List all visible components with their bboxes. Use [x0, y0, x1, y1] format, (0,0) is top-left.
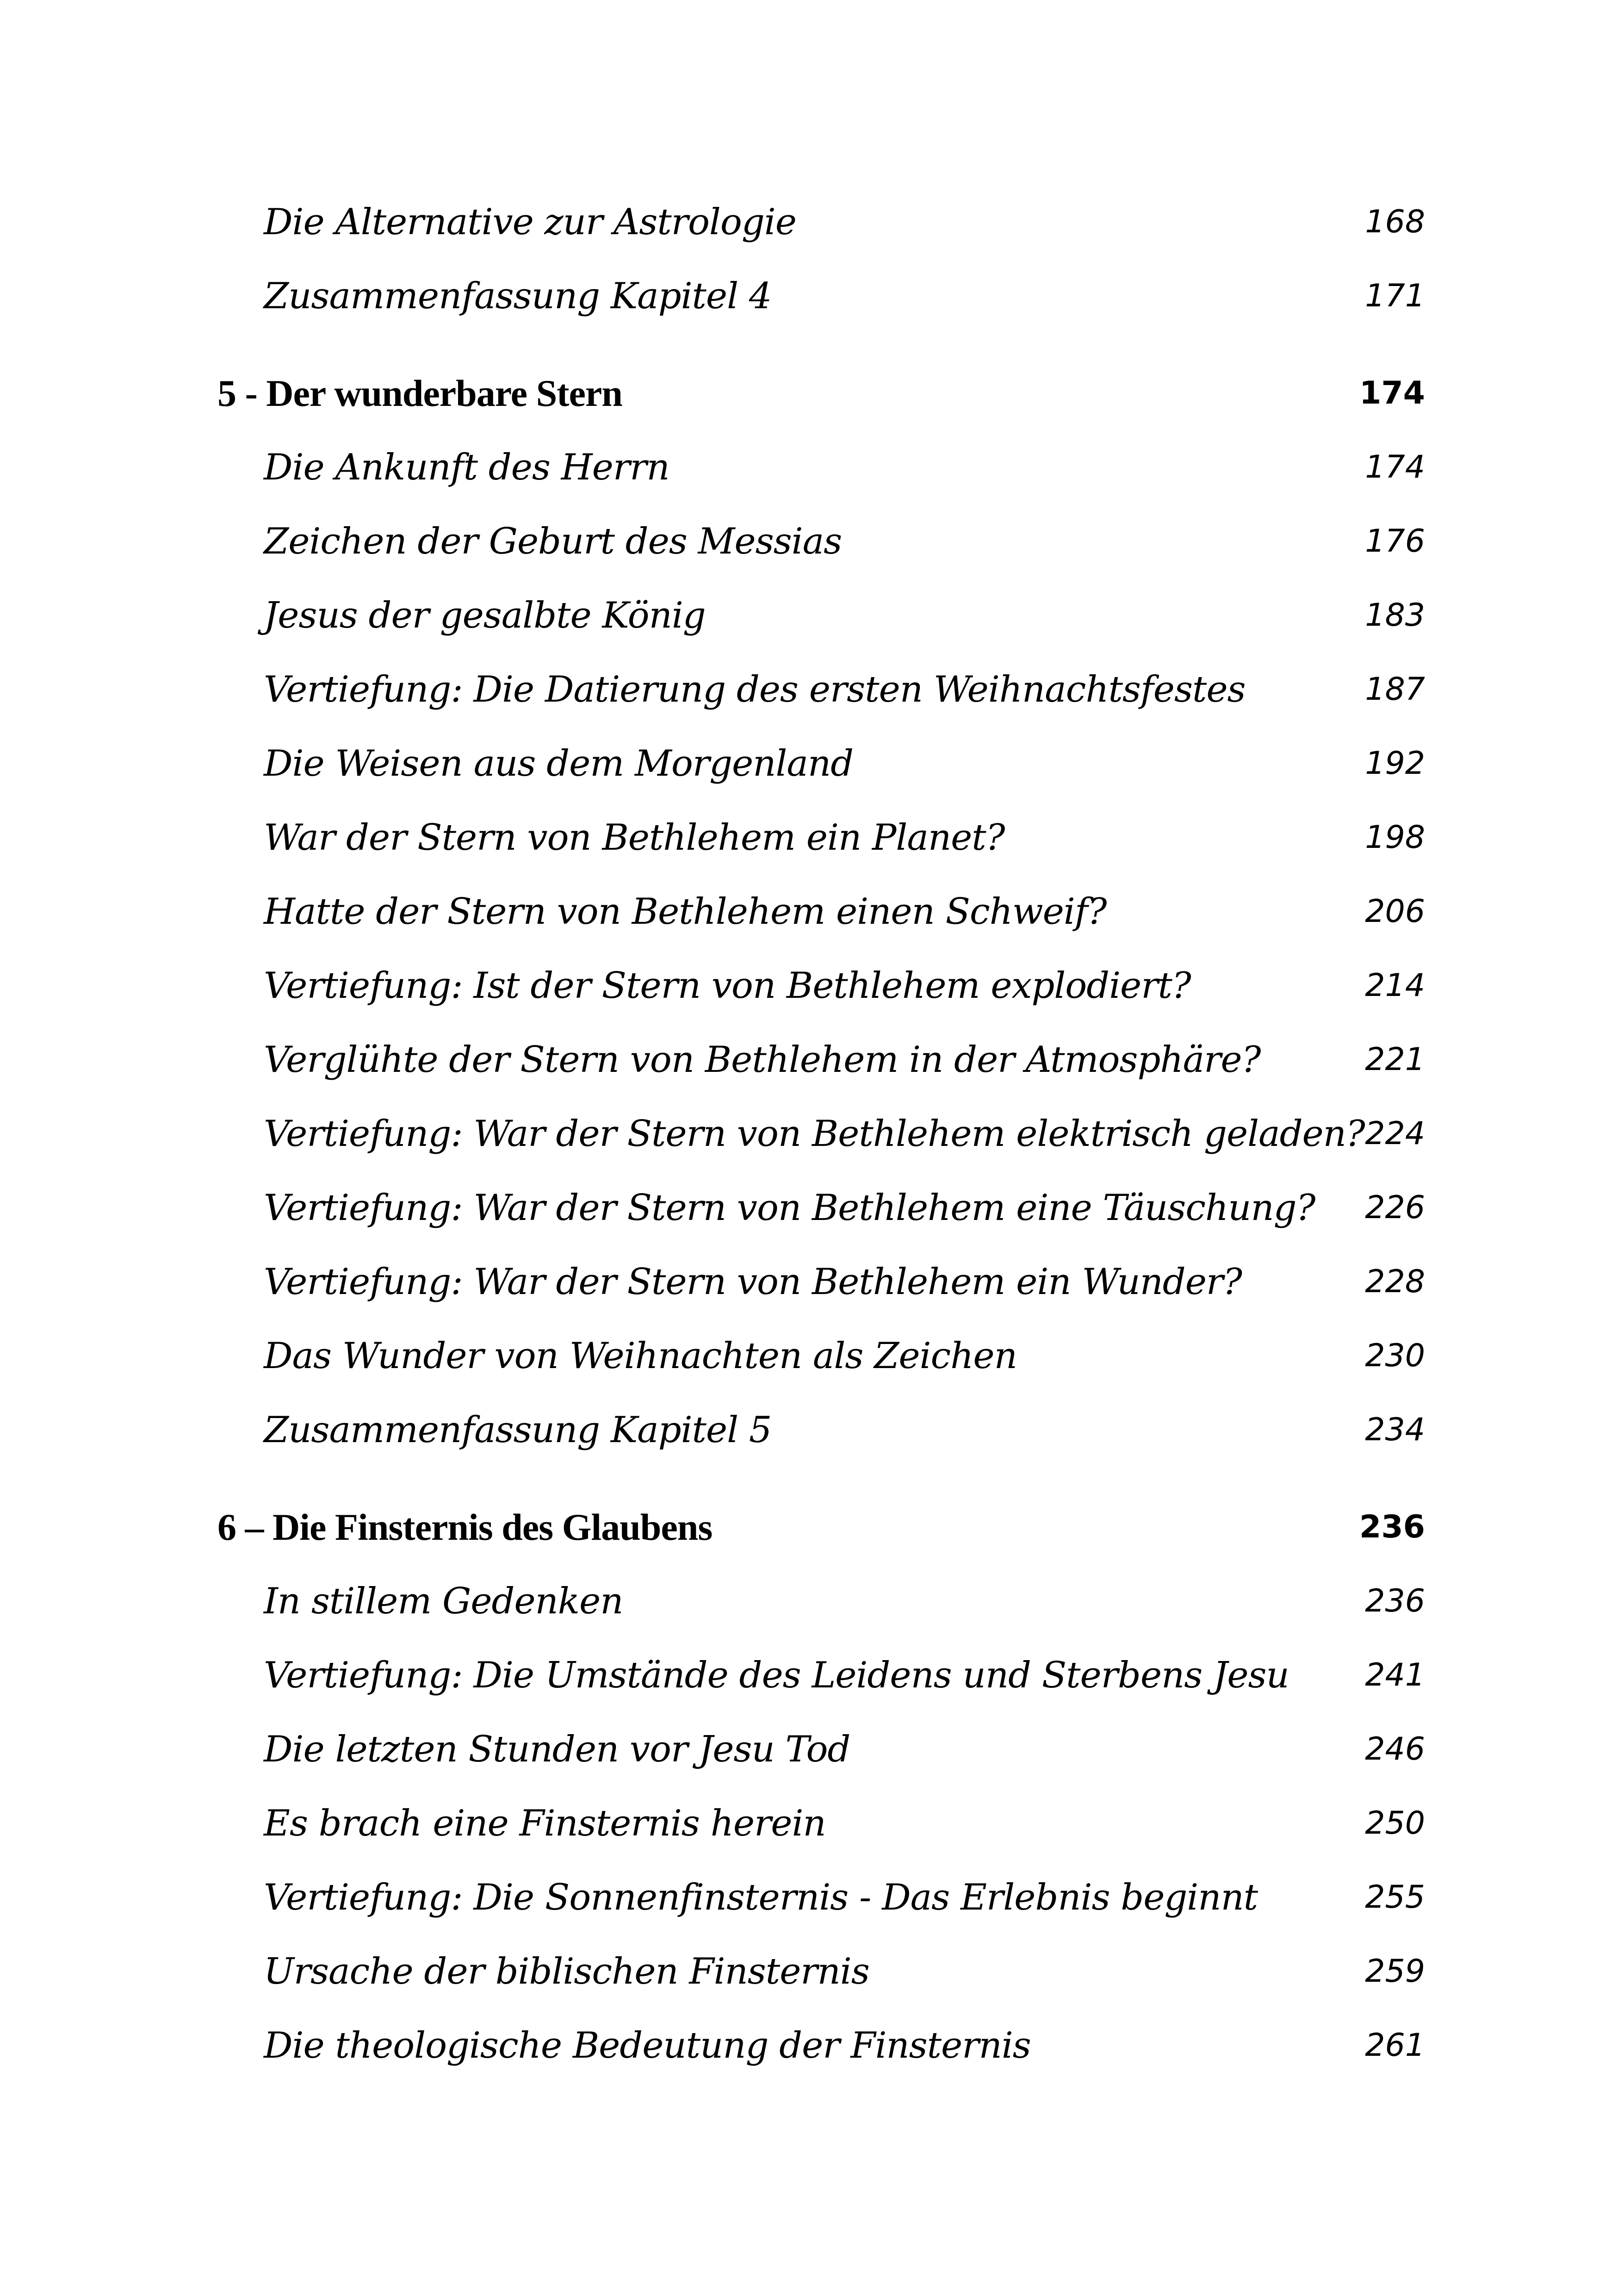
toc-chapter-heading: [217, 1504, 1439, 1578]
page-number: 236: [1359, 1509, 1425, 1545]
entry-title: Vertiefung: War der Stern von Bethlehem elektrisch geladen?: [264, 1113, 1365, 1155]
toc-entry: [217, 740, 1439, 815]
page-number: 174: [1359, 375, 1425, 411]
toc-entry: [217, 963, 1439, 1037]
entry-title: Die letzten Stunden vor Jesu Tod: [264, 1729, 850, 1770]
page-number: 230: [1365, 1338, 1425, 1374]
page-number: 183: [1365, 597, 1425, 634]
toc-chapter-heading: [217, 370, 1439, 444]
page-number: 168: [1365, 204, 1425, 240]
toc-entry: [217, 1726, 1439, 1800]
chapter-title: 6 – Die Finsternis des Glaubens: [217, 1506, 713, 1548]
toc-entry: [217, 273, 1439, 347]
entry-title: Vertiefung: Die Datierung des ersten Weihnachtsfestes: [264, 669, 1246, 710]
entry-title: Es brach eine Finsternis herein: [264, 1803, 826, 1844]
page-number: 206: [1365, 893, 1425, 930]
page-number: 234: [1365, 1412, 1425, 1448]
toc-entry: [217, 1407, 1439, 1481]
chapter-title: 5 - Der wunderbare Stern: [217, 372, 622, 414]
entry-title: Das Wunder von Weihnachten als Zeichen: [264, 1335, 1017, 1377]
toc-entry: [217, 1259, 1439, 1333]
page-number: 224: [1365, 1115, 1425, 1152]
toc-entry: [217, 815, 1439, 889]
page-number: 259: [1365, 1953, 1425, 1990]
entry-title: Vertiefung: War der Stern von Bethlehem eine Täuschung?: [264, 1187, 1315, 1229]
toc-entry: [217, 199, 1439, 273]
page-number: 187: [1365, 671, 1425, 708]
toc-entry: [217, 1185, 1439, 1259]
entry-title: Verglühte der Stern von Bethlehem in der Atmosphäre?: [264, 1039, 1261, 1081]
entry-title: Jesus der gesalbte König: [264, 595, 706, 636]
entry-title: Die theologische Bedeutung der Finsternis: [264, 2025, 1031, 2066]
toc-entry: [217, 1578, 1439, 1652]
page-number: 226: [1365, 1189, 1425, 1226]
page-number: 255: [1365, 1879, 1425, 1916]
entry-title: Vertiefung: Ist der Stern von Bethlehem explodiert?: [264, 965, 1191, 1007]
entry-title: Zusammenfassung Kapitel 4: [264, 275, 772, 317]
page-number: 236: [1365, 1583, 1425, 1619]
toc-entry: [217, 1037, 1439, 1111]
toc-entry: [217, 1111, 1439, 1185]
entry-title: Vertiefung: War der Stern von Bethlehem ein Wunder?: [264, 1261, 1242, 1303]
page-number: 192: [1365, 745, 1425, 782]
page-number: 174: [1365, 449, 1425, 485]
toc-entry: [217, 889, 1439, 963]
toc-entry: [217, 1333, 1439, 1407]
page-number: 171: [1365, 278, 1425, 314]
toc-entry: [217, 518, 1439, 592]
page-number: 241: [1365, 1657, 1425, 1693]
page-number: 221: [1365, 1041, 1425, 1078]
page-number: 261: [1365, 2027, 1425, 2064]
page-number: 250: [1365, 1805, 1425, 1842]
entry-title: Die Ankunft des Herrn: [264, 447, 670, 488]
entry-title: Vertiefung: Die Sonnenfinsternis - Das Erlebnis beginnt: [264, 1877, 1258, 1918]
toc-entry: [217, 666, 1439, 740]
toc-entry: [217, 2022, 1439, 2097]
toc-entry: [217, 444, 1439, 518]
entry-title: Zusammenfassung Kapitel 5: [264, 1409, 772, 1451]
toc-entry: [217, 1800, 1439, 1874]
page-number: 246: [1365, 1731, 1425, 1767]
toc-entry: [217, 1874, 1439, 1948]
entry-title: War der Stern von Bethlehem ein Planet?: [264, 817, 1005, 859]
entry-title: Hatte der Stern von Bethlehem einen Schweif?: [264, 891, 1107, 933]
entry-title: Ursache der biblischen Finsternis: [264, 1951, 869, 1992]
page-number: 176: [1365, 523, 1425, 560]
entry-title: Die Alternative zur Astrologie: [264, 201, 796, 243]
page-number: 198: [1365, 819, 1425, 856]
toc-entry: [217, 1948, 1439, 2022]
entry-title: In stillem Gedenken: [264, 1580, 623, 1622]
page-number: 228: [1365, 1263, 1425, 1300]
table-of-contents: [217, 199, 1439, 2097]
toc-entry: [217, 1652, 1439, 1726]
entry-title: Zeichen der Geburt des Messias: [264, 521, 842, 562]
entry-title: Vertiefung: Die Umstände des Leidens und Sterbens Jesu: [264, 1655, 1289, 1696]
entry-title: Die Weisen aus dem Morgenland: [264, 743, 854, 784]
toc-entry: [217, 592, 1439, 666]
page-number: 214: [1365, 967, 1425, 1004]
